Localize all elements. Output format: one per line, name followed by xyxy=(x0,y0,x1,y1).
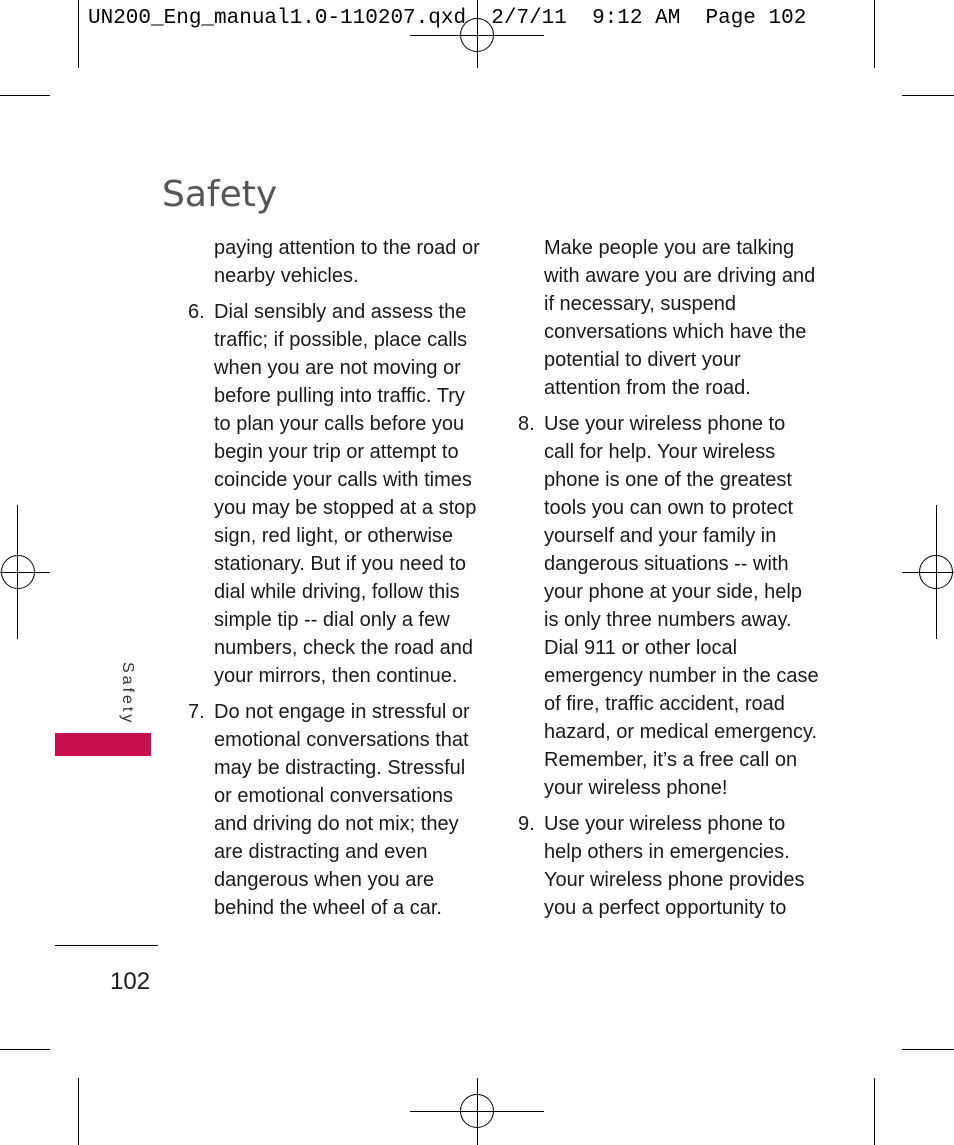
list-item-8 xyxy=(518,410,819,802)
list-item-text: Use your wireless phone to call for help. Your wireless phone is one of the greatest tools you can own to protect yourself and your family in dangerous situations -- with your phone at your side, help is only three numbers away. Dial 911 or other local emergency number in the case of fire, traffic accident, road hazard, or medical emergency. Remember, it’s a free call on your wireless phone! xyxy=(544,413,819,799)
list-item-text: Dial sensibly and assess the traffic; if possible, place calls when you are not moving or before pulling into traffic. Try to plan your calls before you begin your trip or attempt to coincide your calls with times you may be stopped at a stop sign, red light, or otherwise stationary. But if you need to dial while driving, follow this simple tip -- dial only a few numbers, check the road and your mirrors, then continue. xyxy=(214,301,477,687)
list-item-7 xyxy=(188,698,486,922)
registration-line xyxy=(902,572,954,573)
crop-mark xyxy=(78,1078,79,1145)
list-item-text: Do not engage in stressful or emotional conversations that may be distracting. Stressful or emotional conversations and driving do not mix; they are distracting and even dangerous when you are behind the wheel of a car. xyxy=(214,701,470,919)
continuation-text: paying attention to the road or nearby vehicles. xyxy=(214,237,480,287)
page-number-rule xyxy=(55,945,158,946)
registration-line xyxy=(17,505,18,639)
section-side-tab: Safety xyxy=(119,662,136,726)
list-number: 7. xyxy=(188,701,205,723)
list-item-6 xyxy=(188,298,486,690)
crop-mark xyxy=(78,0,79,68)
crop-mark xyxy=(0,1049,50,1050)
crop-mark xyxy=(874,1078,875,1145)
left-column xyxy=(188,234,486,922)
page-number: 102 xyxy=(110,968,151,995)
crop-mark xyxy=(902,1049,954,1050)
print-slug-line: UN200_Eng_manual1.0-110207.qxd 2/7/11 9:12 AM Page 102 xyxy=(88,7,807,30)
crop-mark xyxy=(0,95,50,96)
registration-line xyxy=(936,505,937,639)
right-column xyxy=(518,234,819,922)
list-item-9 xyxy=(518,810,819,922)
crop-mark xyxy=(902,95,954,96)
registration-line xyxy=(0,572,50,573)
page-title: Safety xyxy=(162,174,278,216)
list-number: 6. xyxy=(188,301,205,323)
continuation-text: Make people you are talking with aware you are driving and if necessary, suspend conversations which have the potential to divert your attention from the road. xyxy=(544,237,816,399)
crop-mark xyxy=(874,0,875,68)
section-color-bar xyxy=(55,733,151,756)
registration-line xyxy=(477,1078,478,1145)
list-number: 8. xyxy=(518,413,535,435)
list-item-text: Use your wireless phone to help others in emergencies. Your wireless phone provides you a perfect opportunity to xyxy=(544,813,805,919)
list-number: 9. xyxy=(518,813,535,835)
